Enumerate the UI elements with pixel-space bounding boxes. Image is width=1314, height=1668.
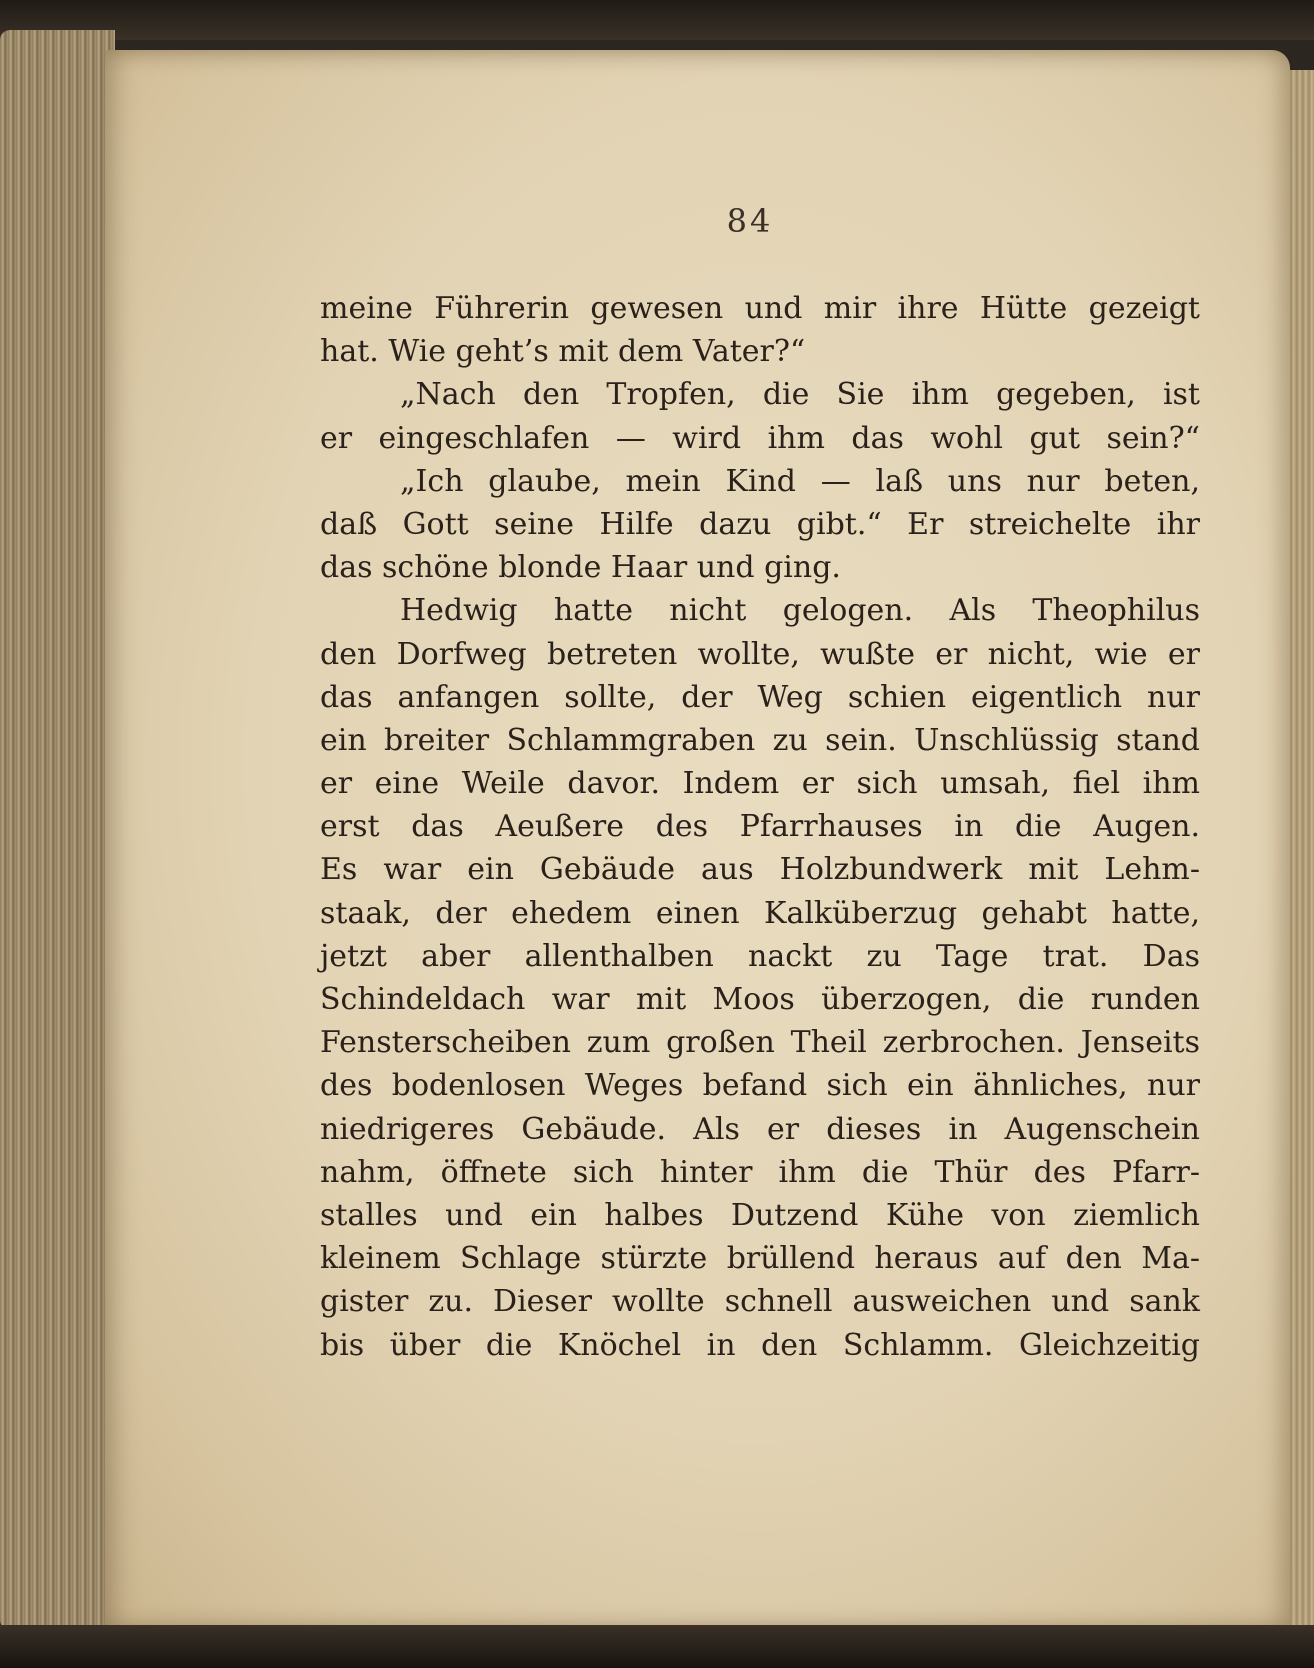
text-line: den Dorfweg betreten wollte, wußte er nicht, wie er [320,636,1200,672]
page-number: 84 [726,202,774,240]
book-cover-bottom [0,1625,1314,1668]
text-line: „Nach den Tropfen, die Sie ihm gegeben, ist [400,377,1200,413]
text-line: meine Führerin gewesen und mir ihre Hütte gezeigt [320,291,1200,326]
text-line: erst das Aeußere des Pfarrhauses in die Augen. [320,809,1200,845]
text-line: Hedwig hatte nicht gelogen. Als Theophilus [400,593,1200,629]
text-line: daß Gott seine Hilfe dazu gibt.“ Er streichelte ihr [320,506,1200,542]
text-line: niedrigeres Gebäude. Als er dieses in Augenschein [320,1111,1200,1147]
text-line: Es war ein Gebäude aus Holzbundwerk mit Lehm- [320,852,1200,888]
text-line: hat. Wie geht’s mit dem Vater?“ [320,334,806,370]
text-line: nahm, öffnete sich hinter ihm die Thür des Pfarr- [320,1154,1200,1190]
text-line: gister zu. Dieser wollte schnell ausweichen und sank [320,1284,1200,1320]
text-line: ein breiter Schlammgraben zu sein. Unschlüssig stand [320,722,1200,758]
body-text [320,287,1200,1367]
page-stack-left [0,30,115,1630]
text-line: bis über die Knöchel in den Schlamm. Gleichzeitig [320,1327,1200,1363]
text-line: er eingeschlafen — wird ihm das wohl gut sein?“ [320,420,1200,456]
text-line: stalles und ein halbes Dutzend Kühe von ziemlich [320,1197,1200,1233]
text-line: das schöne blonde Haar und ging. [320,550,841,586]
text-line: kleinem Schlage stürzte brüllend heraus auf den Ma- [320,1241,1200,1277]
text-line: staak, der ehedem einen Kalküberzug gehabt hatte, [320,895,1200,931]
text-line: des bodenlosen Weges befand sich ein ähnliches, nur [320,1068,1200,1104]
text-line: jetzt aber allenthalben nackt zu Tage trat. Das [320,938,1200,974]
text-line: Fensterscheiben zum großen Theil zerbrochen. Jenseits [320,1025,1200,1061]
book-cover-top [0,0,1314,40]
text-line: das anfangen sollte, der Weg schien eigentlich nur [320,679,1200,715]
text-line: „Ich glaube, mein Kind — laß uns nur beten, [400,463,1200,499]
text-line: er eine Weile davor. Indem er sich umsah, fiel ihm [320,766,1200,802]
text-line: Schindeldach war mit Moos überzogen, die runden [320,982,1200,1017]
